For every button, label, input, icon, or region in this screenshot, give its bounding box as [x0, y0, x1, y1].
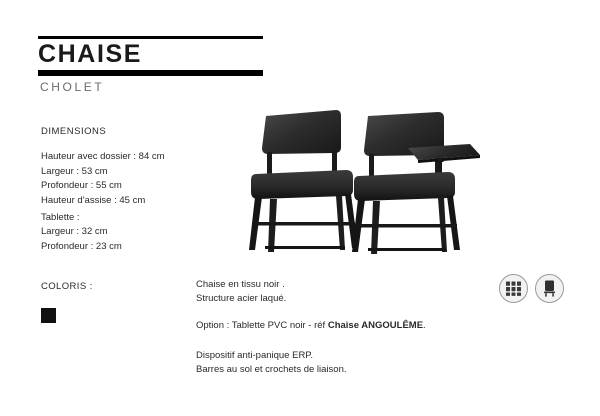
- dimension-item: Largeur : 53 cm: [41, 165, 108, 177]
- dimensions-list: [41, 150, 165, 208]
- title-rule-bottom: [38, 70, 263, 76]
- chair-right-with-tablet: [352, 112, 480, 254]
- option-prefix: Option : Tablette PVC noir - réf: [196, 320, 328, 331]
- option-suffix: .: [423, 320, 426, 331]
- option-block: [196, 319, 426, 333]
- color-swatch-black: [41, 308, 56, 323]
- tablette-item: Profondeur : 23 cm: [41, 240, 122, 252]
- dimension-item: Profondeur : 55 cm: [41, 180, 122, 191]
- option-reference: Chaise ANGOULÊME: [327, 320, 424, 331]
- tablette-item: Largeur : 32 cm: [41, 226, 108, 237]
- stacking-chairs-badge: [499, 274, 528, 303]
- tablette-heading: Tablette :: [41, 212, 80, 223]
- coloris-label: COLORIS :: [41, 281, 93, 292]
- chair-left: [249, 110, 358, 252]
- fabric-seat-badge: [535, 274, 564, 303]
- dimensions-heading: DIMENSIONS: [41, 126, 107, 137]
- description-line: Structure acier laqué.: [196, 293, 287, 304]
- product-photo: [232, 100, 492, 260]
- dispositif-line: Barres au sol et crochets de liaison.: [196, 364, 347, 375]
- tablette-list: [41, 225, 122, 254]
- description-block: [196, 278, 286, 306]
- dimension-item: Hauteur avec dossier : 84 cm: [41, 151, 165, 162]
- page-title: CHAISE: [38, 40, 143, 68]
- fabric-seat-icon: [536, 275, 563, 302]
- stacking-chairs-icon: [500, 275, 527, 302]
- dimension-item: Hauteur d'assise : 45 cm: [41, 194, 146, 206]
- description-line: Chaise en tissu noir .: [196, 279, 285, 290]
- badges-group: [499, 274, 571, 304]
- page-subtitle: CHOLET: [40, 80, 105, 94]
- title-rule-top: [38, 36, 263, 39]
- dispositif-block: [196, 349, 347, 377]
- dispositif-line: Dispositif anti-panique ERP.: [196, 350, 314, 361]
